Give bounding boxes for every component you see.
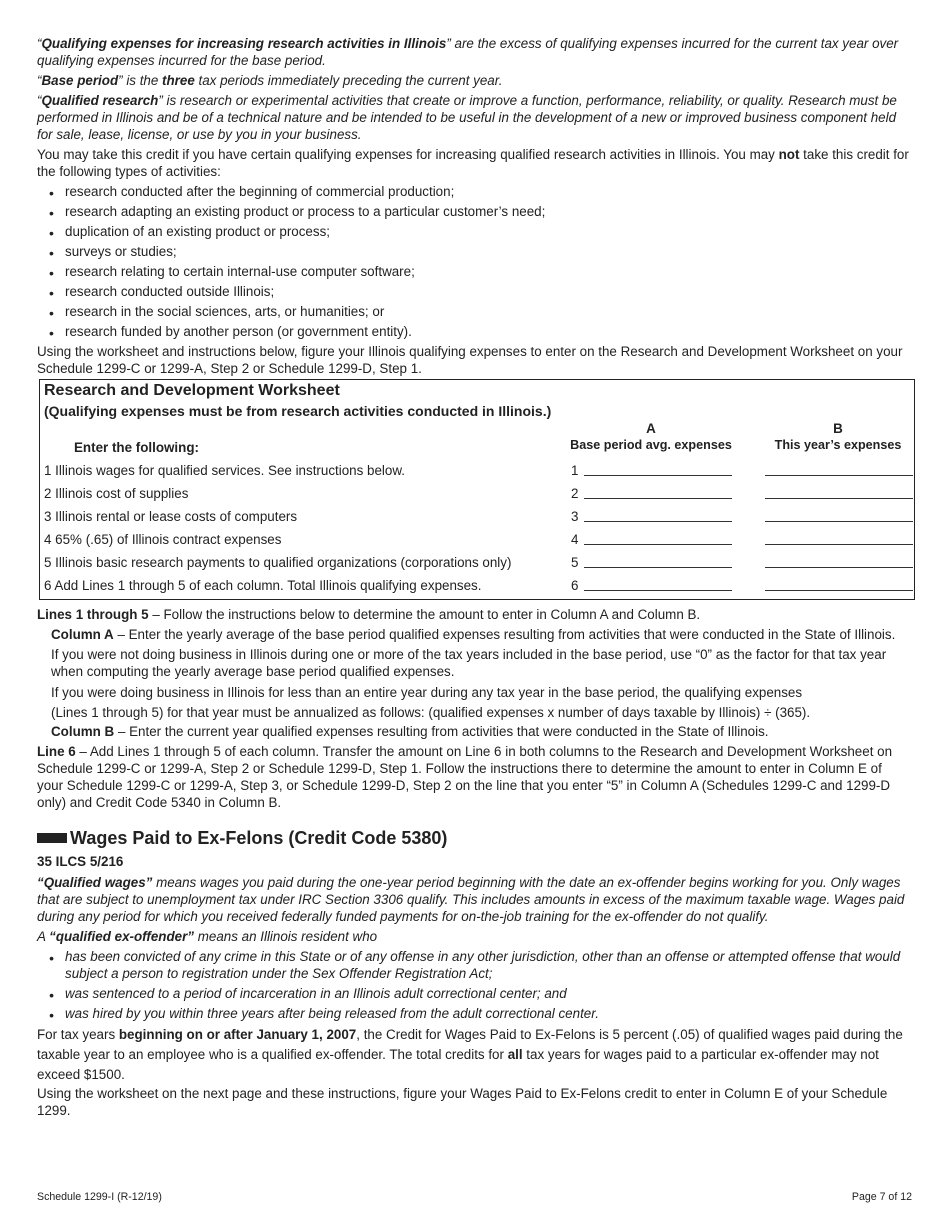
instruction-title: Lines 1 through 5 xyxy=(37,607,149,622)
list-item: • was hired by you within three years after being released from the adult correctional center. xyxy=(37,1005,909,1022)
row-label: 6 Add Lines 1 through 5 of each column. Total Illinois qualifying expenses. xyxy=(44,578,482,593)
instruction-text: – Enter the current year qualified expenses resulting from activities that were conducted in the State of Illinois. xyxy=(114,724,769,739)
worksheet-header xyxy=(40,421,914,459)
row-label: 4 65% (.65) of Illinois contract expenses xyxy=(44,532,282,547)
def-text: A xyxy=(37,929,50,944)
row-number: 5 xyxy=(571,555,579,570)
term: Qualified research xyxy=(41,93,159,108)
emphasis: beginning on or after January 1, 2007 xyxy=(118,1027,357,1042)
emphasis: not xyxy=(778,147,800,162)
def-base-period: “Base period” is the three tax periods immediately preceding the current year. xyxy=(37,73,503,88)
column-b-field[interactable] xyxy=(765,590,913,591)
row-label: 5 Illinois basic research payments to qualified organizations (corporations only) xyxy=(44,555,512,570)
body-text: tax years for wages paid to a particular ex-offender may not exceed $1500. xyxy=(37,1047,879,1082)
column-b-field[interactable] xyxy=(765,475,913,476)
column-a-field[interactable] xyxy=(584,567,732,568)
def-text: are the excess of qualifying expenses incurred for the current tax year over qualifying expenses incurred for the base period. xyxy=(37,36,899,68)
column-b-field[interactable] xyxy=(765,567,913,568)
column-a-field[interactable] xyxy=(584,475,732,476)
list-item: • research in the social sciences, arts, or humanities; or xyxy=(37,303,909,320)
list-item: • research adapting an existing product or process to a particular customer’s need; xyxy=(37,203,909,220)
column-letter: A xyxy=(646,421,656,436)
list-item: • surveys or studies; xyxy=(37,243,909,260)
tax-years-paragraph xyxy=(37,1025,909,1085)
using-worksheet-paragraph: Using the worksheet on the next page and these instructions, figure your Wages Paid to Ex-Felons credit to enter in Column E of your Schedule 1299. xyxy=(37,1086,888,1118)
column-b-header xyxy=(764,421,912,453)
def-qualified-wages xyxy=(37,874,909,925)
list-item: • was sentenced to a period of incarceration in an Illinois adult correctional center; and xyxy=(37,985,909,1002)
statute-reference: 35 ILCS 5/216 xyxy=(37,854,124,869)
column-a-field[interactable] xyxy=(584,521,732,522)
instruction-text: – Add Lines 1 through 5 of each column. Transfer the amount on Line 6 in both columns to the Research and Development Worksheet on Schedule 1299-C or 1299-A, Step 2 or Schedule 1299-D, Step 1. Follow the instructions there to determine the amount to enter in Column E of your Schedule 1299-C or 1299-A, Step 3, or Schedule 1299-D, Step 2 on the line that you enter “5” in Column A (Schedules 1299-C and 1299-D only) and Credit Code 5340 in Column B. xyxy=(37,744,893,810)
def-qualifying-expenses: “Qualifying expenses for increasing research activities in Illinois” are the excess of qualifying expenses incurred for the current tax year over qualifying expenses incurred for the base period. xyxy=(37,36,899,68)
instruction-text: – Follow the instructions below to determine the amount to enter in Column A and Column B. xyxy=(148,607,701,622)
instruction-text: (Lines 1 through 5) for that year must be annualized as follows: (qualified expenses x number of days taxable by Illinois) ÷ (365). xyxy=(51,705,811,720)
worksheet-row xyxy=(40,551,914,574)
column-b-field[interactable] xyxy=(765,544,913,545)
worksheet-row xyxy=(40,528,914,551)
column-label: This year’s expenses xyxy=(774,438,902,452)
column-b-field[interactable] xyxy=(765,521,913,522)
instruction-title: Column A xyxy=(51,627,114,642)
row-number: 1 xyxy=(571,463,579,478)
instruction-title: Line 6 xyxy=(37,744,76,759)
column-b-instructions xyxy=(37,723,909,740)
row-label: 2 Illinois cost of supplies xyxy=(44,486,189,501)
intro-paragraph xyxy=(37,146,909,180)
worksheet-subtitle: (Qualifying expenses must be from research activities conducted in Illinois.) xyxy=(44,403,552,419)
intro-text: You may take this credit if you have certain qualifying expenses for increasing qualified research activities in Illinois. You may xyxy=(37,147,779,162)
def-text: tax periods immediately preceding the current year. xyxy=(194,73,503,88)
body-text: , the Credit for Wages Paid to Ex-Felons is 5 percent (.05) of qualified wages paid during the taxable year to an employee who is a qualified ex-offender. The total credits for xyxy=(37,1027,903,1062)
body-text: For tax years xyxy=(37,1027,119,1042)
worksheet-row xyxy=(40,505,914,528)
def-qualified-research: “Qualified research” is research or experimental activities that create or improve a function, performance, reliability, or quality. Research must be performed in Illinois and be of a technical nature and be intended to be useful in the development of a new or improved business component held for sale, lease, license, or use by you in your business. xyxy=(37,93,897,142)
column-a-field[interactable] xyxy=(584,544,732,545)
row-number: 3 xyxy=(571,509,579,524)
list-item: • research conducted outside Illinois; xyxy=(37,283,909,300)
term: “Qualified wages” xyxy=(37,875,153,890)
line-6-instructions xyxy=(37,743,909,811)
worksheet-row xyxy=(40,574,914,597)
heading-bar-icon xyxy=(37,833,67,843)
form-identifier: Schedule 1299-I (R-12/19) xyxy=(37,1191,162,1203)
column-a-field[interactable] xyxy=(584,590,732,591)
list-item: • research relating to certain internal-use computer software; xyxy=(37,263,909,280)
not-doing-business-text: If you were not doing business in Illinois during one or more of the tax years included in the base period, use “0” as the factor for that tax year when computing the yearly average base period qualified expenses. xyxy=(51,647,887,679)
column-a-field[interactable] xyxy=(584,498,732,499)
row-number: 6 xyxy=(571,578,579,593)
def-text: means an Illinois resident who xyxy=(194,929,378,944)
intro-text: take this credit for the following types of activities: xyxy=(37,147,909,179)
instruction-text: – Enter the yearly average of the base period qualified expenses resulting from activities that were conducted in the State of Illinois. xyxy=(113,627,896,642)
row-number: 2 xyxy=(571,486,579,501)
row-label: 1 Illinois wages for qualified services. See instructions below. xyxy=(44,463,405,478)
emphasis: three xyxy=(162,73,195,88)
term: “qualified ex-offender” xyxy=(49,929,194,944)
column-a-instructions xyxy=(37,626,909,643)
activity-list xyxy=(37,183,909,340)
page-number: Page 7 of 12 xyxy=(851,1191,912,1203)
lines-1-5-instructions xyxy=(37,606,909,623)
list-item: • research funded by another person (or government entity). xyxy=(37,323,909,340)
list-item: • has been convicted of any crime in this State or of any offense in any other jurisdiction, other than an offense or attempted offense that would subject a person to registration under the Sex Offender Registration Act; xyxy=(37,948,909,982)
section-heading xyxy=(37,827,909,849)
worksheet-title: Research and Development Worksheet xyxy=(44,382,340,399)
instruction-title: Column B xyxy=(51,724,115,739)
term: Base period xyxy=(41,73,119,88)
enter-label: Enter the following: xyxy=(74,440,199,455)
column-label: Base period avg. expenses xyxy=(570,438,732,452)
def-text: means wages you paid during the one-year period beginning with the date an ex-offender begins working for you. Only wages that are subject to unemployment tax under IRC Section 3306 qualify. This includes amounts in excess of the maximum taxable wage. Wages paid during any period for which you received federally funded payments for on-the-job training for the ex-offender do not qualify. xyxy=(37,875,905,924)
def-qualified-ex-offender xyxy=(37,928,909,945)
heading-text: Wages Paid to Ex-Felons (Credit Code 5380) xyxy=(70,828,448,848)
row-label: 3 Illinois rental or lease costs of computers xyxy=(44,509,298,524)
def-text: is the xyxy=(122,73,163,88)
instruction-text: If you were doing business in Illinois for less than an entire year during any tax year in the base period, the qualifying expenses xyxy=(51,685,803,700)
worksheet-row xyxy=(40,482,914,505)
emphasis: all xyxy=(507,1047,523,1062)
worksheet-row xyxy=(40,459,914,482)
rd-worksheet xyxy=(39,379,915,600)
page-content xyxy=(37,35,909,1122)
partial-year-text xyxy=(37,683,909,723)
list-item: • duplication of an existing product or process; xyxy=(37,223,909,240)
row-number: 4 xyxy=(571,532,579,547)
term: Qualifying expenses for increasing research activities in Illinois xyxy=(41,36,447,51)
column-letter: B xyxy=(833,421,843,436)
criteria-list xyxy=(37,948,909,1022)
def-text: is research or experimental activities that create or improve a function, performance, reliability, or quality. Research must be performed in Illinois and be of a technical nature and be intended to be useful in the development of a new or improved business component held for sale, lease, license, or use by you in your business. xyxy=(37,93,897,142)
column-b-field[interactable] xyxy=(765,498,913,499)
list-item: • research conducted after the beginning of commercial production; xyxy=(37,183,909,200)
using-paragraph: Using the worksheet and instructions below, figure your Illinois qualifying expenses to enter on the Research and Development Worksheet on your Schedule 1299-C or 1299-A, Step 2 or Schedule 1299-D, Step 1. xyxy=(37,344,903,376)
column-a-header xyxy=(570,421,732,453)
